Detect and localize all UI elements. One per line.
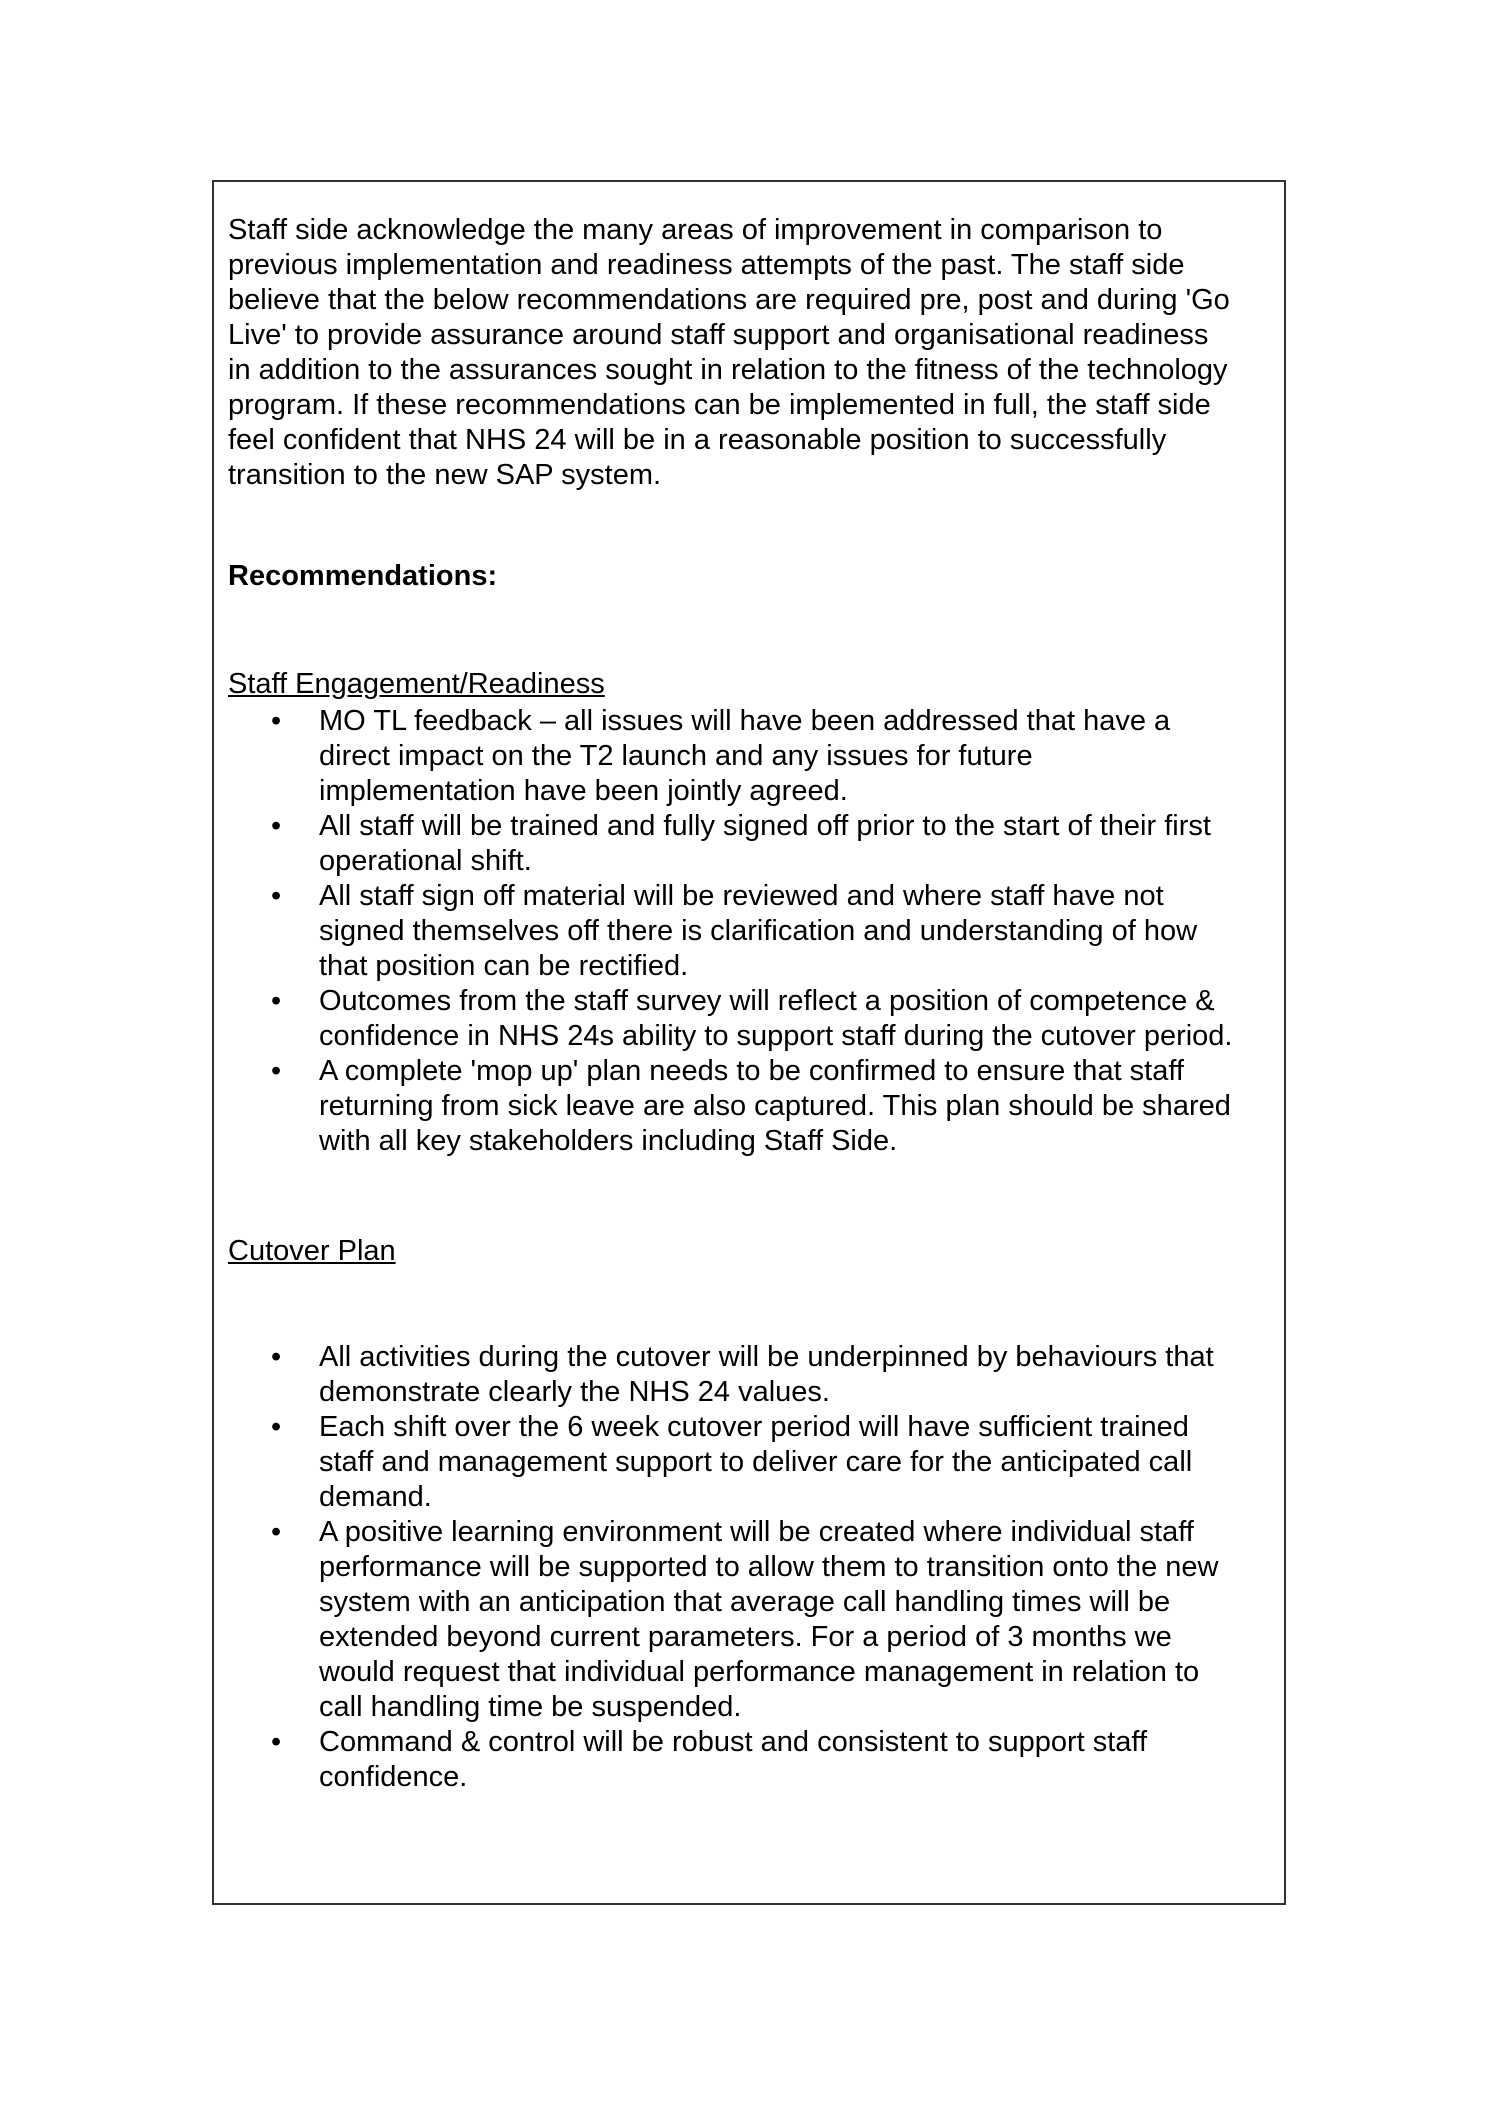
bullet-line: returning from sick leave are also captured. This plan should be shared xyxy=(319,1090,1231,1122)
section-staff-engagement xyxy=(228,667,1270,1159)
bullet-item xyxy=(228,704,1270,809)
bullet-line: system with an anticipation that average call handling times will be xyxy=(319,1586,1171,1618)
staff-engagement-list xyxy=(228,704,1270,1159)
bullet-line: All staff will be trained and fully signed off prior to the start of their first xyxy=(319,810,1211,842)
paragraph-line: believe that the below recommendations are required pre, post and during 'Go xyxy=(228,284,1230,316)
bullet-line: demand. xyxy=(319,1481,432,1513)
paragraph-line: previous implementation and readiness attempts of the past. The staff side xyxy=(228,249,1185,281)
bullet-line: call handling time be suspended. xyxy=(319,1691,742,1723)
bullet-line: A complete 'mop up' plan needs to be confirmed to ensure that staff xyxy=(319,1055,1184,1087)
bullet-line: confidence in NHS 24s ability to support staff during the cutover period. xyxy=(319,1020,1233,1052)
bullet-item xyxy=(228,1410,1270,1515)
bullet-line: Each shift over the 6 week cutover period will have sufficient trained xyxy=(319,1411,1189,1443)
bullet-icon: • xyxy=(271,1055,282,1087)
bullet-line: All staff sign off material will be reviewed and where staff have not xyxy=(319,880,1164,912)
bullet-icon: • xyxy=(271,1726,282,1758)
bullet-line: operational shift. xyxy=(319,845,532,877)
paragraph-line: transition to the new SAP system. xyxy=(228,459,662,491)
bullet-item xyxy=(228,1054,1270,1159)
bullet-item xyxy=(228,1515,1270,1725)
bullet-icon: • xyxy=(271,705,282,737)
paragraph-line: program. If these recommendations can be implemented in full, the staff side xyxy=(228,389,1211,421)
bullet-icon: • xyxy=(271,985,282,1017)
paragraph-line: feel confident that NHS 24 will be in a reasonable position to successfully xyxy=(228,424,1167,456)
bullet-icon: • xyxy=(271,1411,282,1443)
bullet-item xyxy=(228,1725,1270,1795)
section-cutover-plan xyxy=(228,1234,1270,1795)
bullet-line: MO TL feedback – all issues will have been addressed that have a xyxy=(319,705,1171,737)
bullet-line: Outcomes from the staff survey will reflect a position of competence & xyxy=(319,985,1215,1017)
bullet-line: that position can be rectified. xyxy=(319,950,689,982)
bullet-line: extended beyond current parameters. For a period of 3 months we xyxy=(319,1621,1172,1653)
paragraph-line: Live' to provide assurance around staff support and organisational readiness xyxy=(228,319,1209,351)
bullet-icon: • xyxy=(271,1341,282,1373)
bullet-icon: • xyxy=(271,810,282,842)
bullet-icon: • xyxy=(271,1516,282,1548)
cutover-plan-list xyxy=(228,1340,1270,1795)
bullet-line: performance will be supported to allow them to transition onto the new xyxy=(319,1551,1219,1583)
recommendations-heading: Recommendations: xyxy=(228,560,498,592)
bullet-line: A positive learning environment will be created where individual staff xyxy=(319,1516,1194,1548)
bullet-line: demonstrate clearly the NHS 24 values. xyxy=(319,1376,830,1408)
paragraph-line: Staff side acknowledge the many areas of improvement in comparison to xyxy=(228,214,1163,246)
bullet-line: direct impact on the T2 launch and any issues for future xyxy=(319,740,1033,772)
bullet-line: staff and management support to deliver care for the anticipated call xyxy=(319,1446,1193,1478)
paragraph-line: in addition to the assurances sought in relation to the fitness of the technology xyxy=(228,354,1228,386)
bullet-line: All activities during the cutover will be underpinned by behaviours that xyxy=(319,1341,1214,1373)
bullet-line: implementation have been jointly agreed. xyxy=(319,775,848,807)
bullet-line: would request that individual performance management in relation to xyxy=(319,1656,1200,1688)
bullet-line: with all key stakeholders including Staff Side. xyxy=(319,1125,898,1157)
bullet-item xyxy=(228,879,1270,984)
staff-engagement-heading: Staff Engagement/Readiness xyxy=(228,668,605,700)
bordered-text-box xyxy=(212,180,1286,1905)
intro-paragraph xyxy=(228,213,1270,493)
bullet-item xyxy=(228,984,1270,1054)
bullet-line: confidence. xyxy=(319,1761,468,1793)
bullet-line: signed themselves off there is clarification and understanding of how xyxy=(319,915,1198,947)
bullet-item xyxy=(228,1340,1270,1410)
bullet-line: Command & control will be robust and consistent to support staff xyxy=(319,1726,1148,1758)
bullet-icon: • xyxy=(271,880,282,912)
cutover-plan-heading: Cutover Plan xyxy=(228,1235,396,1267)
bullet-item xyxy=(228,809,1270,879)
